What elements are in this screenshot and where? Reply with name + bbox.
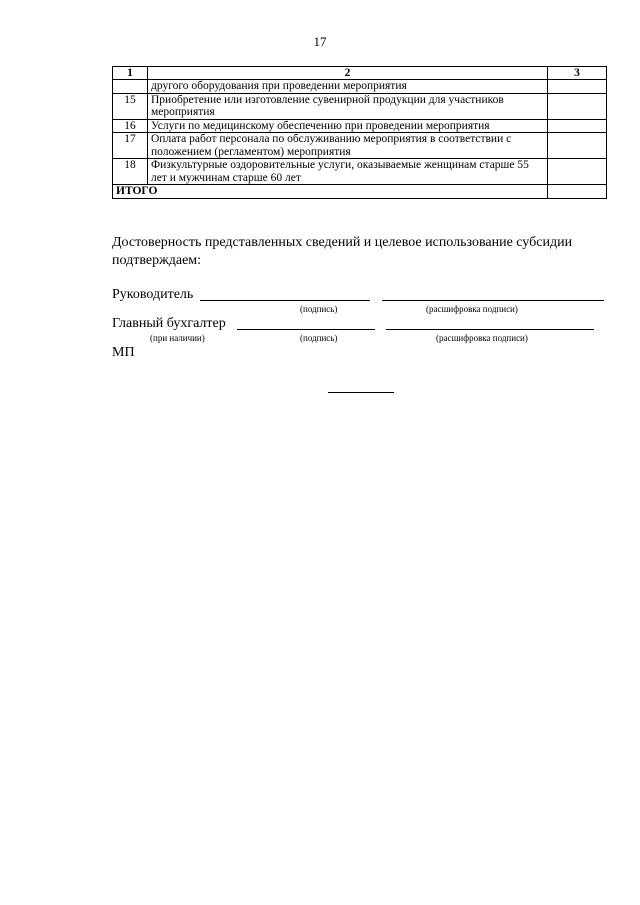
end-separator [328,392,394,393]
table-header-row [113,67,607,80]
row-number: 17 [113,133,148,159]
table-header-cell: 2 [148,67,548,80]
table-row [113,80,607,94]
total-value [548,185,607,199]
head-signature-line [200,300,370,301]
accountant-if-any-caption: (при наличии) [150,333,205,343]
page-number: 17 [313,34,327,49]
row-description: Оплата работ персонала по обслуживанию мероприятия в соответствии с положением (регламентом) мероприятия [148,133,548,159]
table-row [113,133,607,159]
total-label: ИТОГО [113,185,548,199]
row-value [548,159,607,185]
row-value [548,133,607,159]
row-number [113,80,148,94]
row-description: Услуги по медицинскому обеспечению при проведении мероприятия [148,119,548,133]
head-label: Руководитель [112,287,194,302]
row-description: другого оборудования при проведении мероприятия [148,80,548,94]
table-total-row [113,185,607,199]
row-value [548,119,607,133]
table-row [113,93,607,119]
row-description: Физкультурные оздоровительные услуги, оказываемые женщинам старше 55 лет и мужчинам старше 60 лет [148,159,548,185]
accountant-label: Главный бухгалтер [112,316,226,331]
stamp-label: МП [112,345,135,360]
row-description: Приобретение или изготовление сувенирной продукции для участников мероприятия [148,93,548,119]
table-row [113,119,607,133]
accountant-signature-line [237,329,375,330]
row-value [548,80,607,94]
accountant-signature-caption: (подпись) [300,333,338,343]
row-number: 16 [113,119,148,133]
expenses-table [112,66,607,199]
head-decoding-line [382,300,604,301]
row-number: 15 [113,93,148,119]
table-header-cell: 3 [548,67,607,80]
accountant-decoding-caption: (расшифровка подписи) [436,333,528,343]
table-header-cell: 1 [113,67,148,80]
head-signature-caption: (подпись) [300,304,338,314]
head-decoding-caption: (расшифровка подписи) [426,304,518,314]
table-row [113,159,607,185]
row-number: 18 [113,159,148,185]
accountant-decoding-line [386,329,594,330]
row-value [548,93,607,119]
confirmation-text: Достоверность представленных сведений и целевое использование субсидии подтверждаем: [112,235,573,268]
